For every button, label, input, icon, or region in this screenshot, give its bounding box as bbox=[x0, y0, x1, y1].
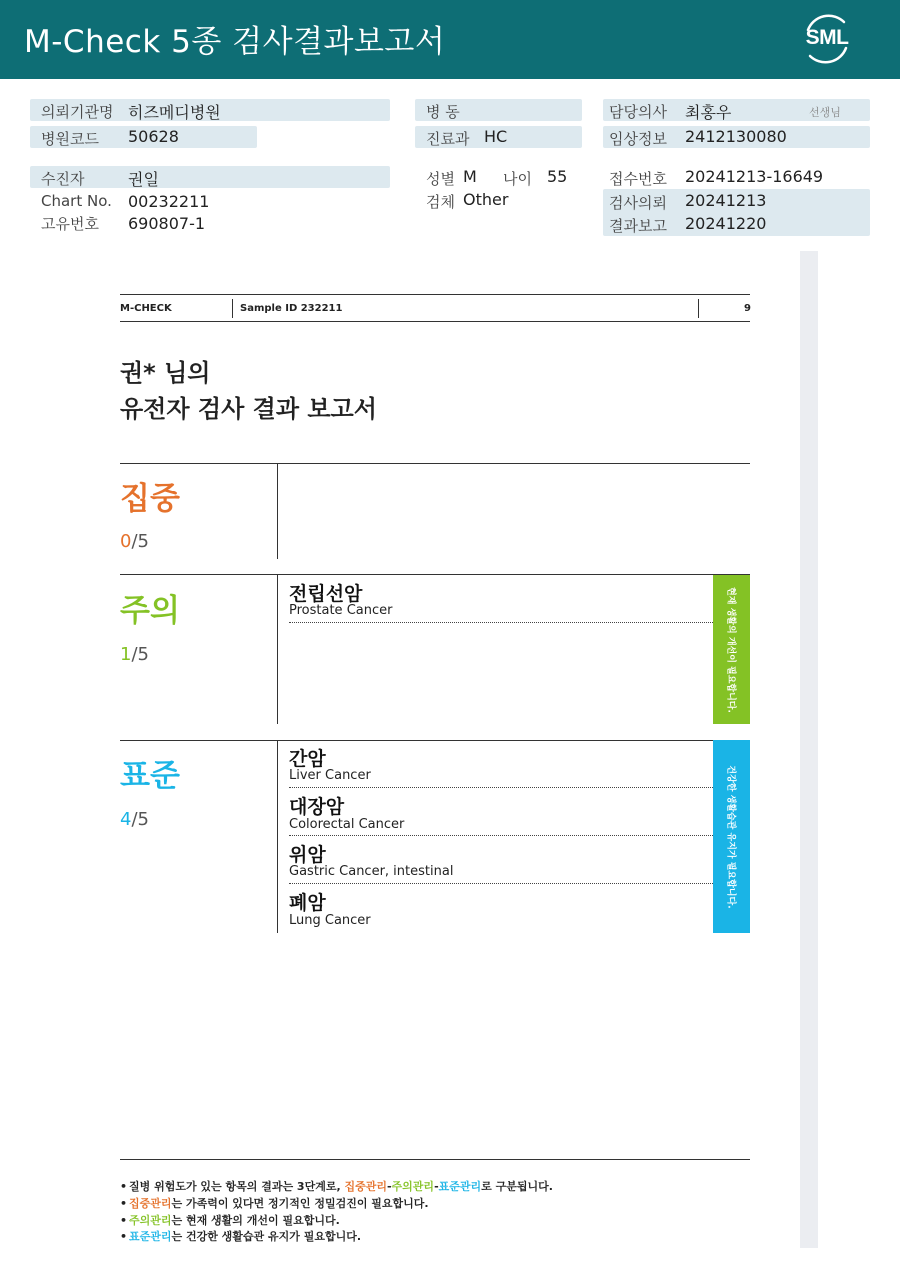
count-number: 4 bbox=[120, 809, 132, 830]
report-greeting-line2: 유전자 검사 결과 보고서 bbox=[120, 395, 377, 423]
count-number: 1 bbox=[120, 644, 132, 665]
footer-note: • 집중관리는 가족력이 있다면 정기적인 정밀검진이 필요합니다. bbox=[120, 1197, 429, 1210]
result-item-english: Lung Cancer bbox=[289, 913, 371, 928]
note-dash: - bbox=[434, 1180, 439, 1193]
footer-note: • 질병 위험도가 있는 항목의 결과는 3단계로, 집중관리-주의관리-표준관리로 구분됩니다. bbox=[120, 1180, 553, 1193]
note-key-focus: 집중관리 bbox=[129, 1197, 172, 1210]
page-side-strip bbox=[800, 251, 818, 1248]
note-dash: - bbox=[386, 1180, 392, 1193]
standard-side-bar bbox=[713, 740, 750, 933]
result-value: 20241220 bbox=[685, 214, 767, 233]
sex-value: M bbox=[463, 167, 477, 186]
result-item-name: 대장암 bbox=[289, 796, 345, 818]
clinical-label: 임상정보 bbox=[609, 130, 667, 148]
report-header-divider bbox=[698, 299, 699, 318]
unique-no-label: 고유번호 bbox=[41, 215, 99, 233]
logo-text: SML bbox=[805, 26, 849, 49]
section-top-line bbox=[120, 463, 750, 464]
report-brand: M-CHECK bbox=[120, 303, 172, 314]
doctor-label: 담당의사 bbox=[609, 103, 667, 121]
item-separator bbox=[289, 835, 713, 836]
report-greeting-line1: 권* 님의 bbox=[120, 359, 211, 387]
request-value: 20241213 bbox=[685, 191, 767, 210]
section-divider bbox=[277, 463, 278, 559]
chart-no-value: 00232211 bbox=[128, 192, 210, 211]
patient-label: 수진자 bbox=[41, 170, 85, 188]
result-item-name: 간암 bbox=[289, 748, 326, 770]
note-key-standard: 표준관리 bbox=[438, 1180, 482, 1193]
section-title-caution: 주의 bbox=[120, 593, 180, 629]
item-separator bbox=[289, 622, 713, 623]
doctor-value: 최홍우 bbox=[685, 103, 732, 122]
report-header-top-line bbox=[120, 294, 750, 295]
report-header-divider bbox=[232, 299, 233, 318]
count-number: 0 bbox=[120, 531, 132, 552]
note-key-caution: 주의관리 bbox=[129, 1214, 172, 1227]
note-text: 질병 위험도가 있는 항목의 결과는 3단계로, bbox=[129, 1180, 345, 1193]
doctor-suffix: 선생님 bbox=[809, 106, 841, 119]
requesting-org-label: 의뢰기관명 bbox=[41, 103, 114, 121]
report-title: M-Check 5종 검사결과보고서 bbox=[24, 24, 446, 60]
item-separator bbox=[289, 883, 713, 884]
count-total: /5 bbox=[131, 809, 149, 830]
result-item-name: 전립선암 bbox=[289, 583, 363, 605]
note-text: 로 구분됩니다. bbox=[481, 1180, 553, 1193]
receipt-value: 20241213-16649 bbox=[685, 167, 824, 186]
section-top-line bbox=[120, 740, 750, 741]
footer-line bbox=[120, 1159, 750, 1160]
result-label: 결과보고 bbox=[609, 217, 667, 235]
section-divider bbox=[277, 574, 278, 724]
footer-note: • 주의관리는 현재 생활의 개선이 필요합니다. bbox=[120, 1214, 340, 1227]
caution-side-bar bbox=[713, 575, 750, 724]
section-divider bbox=[277, 740, 278, 933]
requesting-org-value: 히즈메디병원 bbox=[128, 103, 221, 122]
specimen-value: Other bbox=[463, 190, 509, 209]
result-item-english: Gastric Cancer, intestinal bbox=[289, 864, 454, 879]
department-value: HC bbox=[484, 127, 508, 146]
note-key-standard: 표준관리 bbox=[129, 1230, 172, 1243]
result-item-english: Prostate Cancer bbox=[289, 603, 393, 618]
sample-id: Sample ID 232211 bbox=[240, 303, 343, 314]
section-title-focus: 집중 bbox=[120, 481, 180, 517]
age-label: 나이 bbox=[503, 170, 532, 188]
note-text: 는 건강한 생활습관 유지가 필요합니다. bbox=[171, 1230, 362, 1243]
section-count-caution bbox=[120, 644, 149, 665]
result-item-name: 폐암 bbox=[289, 892, 326, 914]
report-header-bottom-line bbox=[120, 321, 750, 322]
request-label: 검사의뢰 bbox=[609, 194, 667, 212]
note-text: 는 현재 생활의 개선이 필요합니다. bbox=[171, 1214, 340, 1227]
department-label: 진료과 bbox=[426, 130, 470, 148]
count-total: /5 bbox=[131, 644, 149, 665]
count-total: /5 bbox=[131, 531, 149, 552]
report-header bbox=[0, 0, 900, 79]
item-separator bbox=[289, 787, 713, 788]
section-count-focus bbox=[120, 531, 149, 552]
chart-no-label: Chart No. bbox=[41, 192, 112, 210]
caution-side-text: 현재 생활의 개선이 필요합니다. bbox=[725, 586, 735, 713]
age-value: 55 bbox=[547, 167, 568, 186]
standard-side-text: 건강한 생활습관 유지가 필요합니다. bbox=[725, 764, 735, 909]
result-item-name: 위암 bbox=[289, 844, 326, 866]
section-top-line bbox=[120, 574, 750, 575]
section-count-standard bbox=[120, 809, 149, 830]
note-key-caution: 주의관리 bbox=[391, 1180, 435, 1193]
ward-label: 병 동 bbox=[426, 103, 460, 121]
result-item-english: Colorectal Cancer bbox=[289, 817, 405, 832]
note-key-focus: 집중관리 bbox=[344, 1180, 387, 1193]
receipt-label: 접수번호 bbox=[609, 170, 667, 188]
clinical-value: 2412130080 bbox=[685, 127, 787, 146]
report-page-number: 9 bbox=[744, 303, 751, 314]
unique-no-value: 690807-1 bbox=[128, 214, 206, 233]
section-title-standard: 표준 bbox=[120, 758, 180, 794]
result-item-english: Liver Cancer bbox=[289, 768, 371, 783]
sml-logo bbox=[800, 12, 854, 66]
footer-note: • 표준관리는 건강한 생활습관 유지가 필요합니다. bbox=[120, 1230, 362, 1243]
hospital-code-label: 병원코드 bbox=[41, 130, 99, 148]
note-text: 는 가족력이 있다면 정기적인 정밀검진이 필요합니다. bbox=[171, 1197, 429, 1210]
sex-label: 성별 bbox=[426, 170, 455, 188]
hospital-code-value: 50628 bbox=[128, 127, 179, 146]
specimen-label: 검체 bbox=[426, 193, 455, 211]
patient-value: 권일 bbox=[128, 170, 159, 189]
